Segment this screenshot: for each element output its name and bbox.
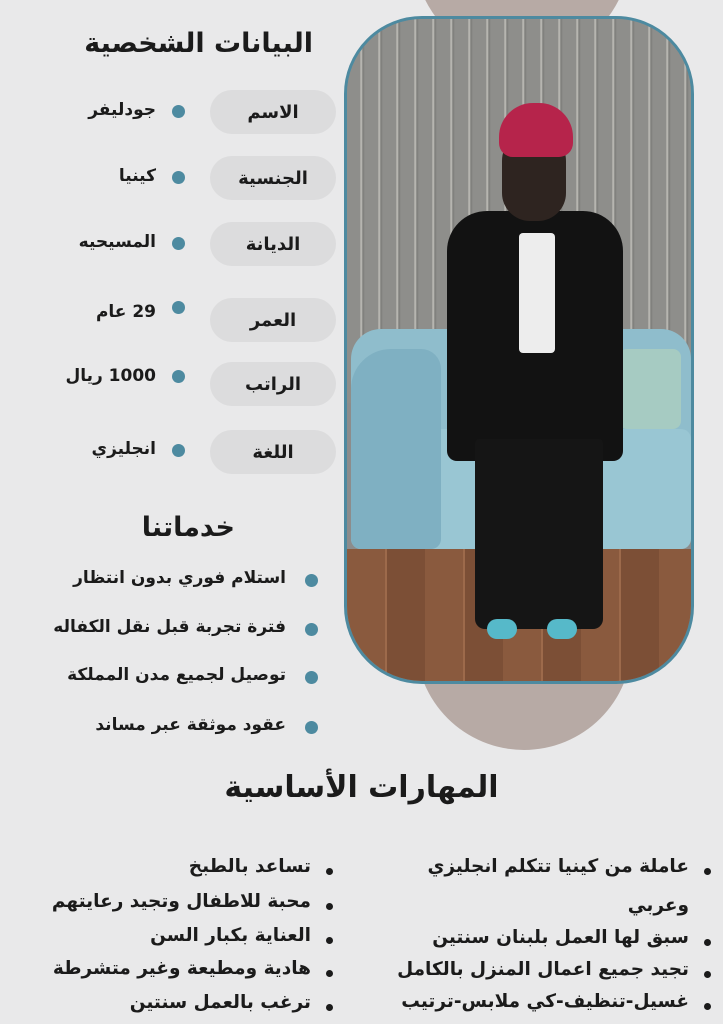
personal-row-nationality <box>0 156 340 200</box>
skill-item: العناية بكبار السن <box>150 925 311 946</box>
personal-label: الراتب <box>210 362 336 406</box>
personal-row-age <box>0 298 340 342</box>
skills-title: المهارات الأساسية <box>224 770 499 805</box>
skill-item: غسيل-تنظيف-كي ملابس-ترتيب <box>401 991 689 1012</box>
personal-value: انجليزي <box>91 439 156 459</box>
personal-label: الجنسية <box>210 156 336 200</box>
bullet-dot-icon <box>172 301 185 314</box>
personal-value: المسيحيه <box>78 232 156 252</box>
personal-label: اللغة <box>210 430 336 474</box>
bullet-dot-icon <box>704 939 711 946</box>
services-item <box>0 713 330 743</box>
skill-item: هادية ومطيعة وغير متشرطة <box>52 958 311 979</box>
bullet-dot-icon <box>305 721 318 734</box>
personal-row-language <box>0 430 340 474</box>
skill-item: تساعد بالطبخ <box>188 856 311 877</box>
bullet-dot-icon <box>326 970 333 977</box>
skill-item: محبة للاطفال وتجيد رعايتهم <box>51 891 311 912</box>
personal-row-religion <box>0 222 340 266</box>
skill-item: ترغب بالعمل سنتين <box>129 992 311 1013</box>
bullet-dot-icon <box>172 444 185 457</box>
services-item-text: توصيل لجميع مدن المملكة <box>67 665 286 685</box>
services-title: خدماتنا <box>141 512 235 543</box>
personal-value: 1000 ريال <box>65 366 156 386</box>
services-item <box>0 566 330 596</box>
worker-photo <box>344 16 694 684</box>
personal-value: جودليفر <box>88 100 156 120</box>
bullet-dot-icon <box>704 1003 711 1010</box>
personal-label: العمر <box>210 298 336 342</box>
bullet-dot-icon <box>305 671 318 684</box>
bullet-dot-icon <box>326 868 333 875</box>
skill-item: وعربي <box>627 895 689 916</box>
services-item <box>0 615 330 645</box>
bullet-dot-icon <box>172 171 185 184</box>
bullet-dot-icon <box>704 971 711 978</box>
bullet-dot-icon <box>326 903 333 910</box>
services-item-text: استلام فوري بدون انتظار <box>73 568 286 588</box>
photo-person <box>347 19 691 681</box>
skill-item: عاملة من كينيا تتكلم انجليزي <box>427 856 689 877</box>
bullet-dot-icon <box>326 1004 333 1011</box>
personal-data-title: البيانات الشخصية <box>84 28 313 59</box>
personal-label: الديانة <box>210 222 336 266</box>
personal-value: كينيا <box>118 166 156 186</box>
bullet-dot-icon <box>326 937 333 944</box>
bullet-dot-icon <box>172 105 185 118</box>
personal-value: 29 عام <box>95 302 156 322</box>
bullet-dot-icon <box>172 237 185 250</box>
bullet-dot-icon <box>172 370 185 383</box>
services-item <box>0 663 330 693</box>
bullet-dot-icon <box>305 574 318 587</box>
services-item-text: فترة تجربة قبل نقل الكفاله <box>53 617 286 637</box>
skill-item: سبق لها العمل بلبنان سنتين <box>432 927 689 948</box>
skill-item: تجيد جميع اعمال المنزل بالكامل <box>397 959 689 980</box>
bullet-dot-icon <box>305 623 318 636</box>
services-item-text: عقود موثقة عبر مساند <box>95 715 286 735</box>
personal-label: الاسم <box>210 90 336 134</box>
personal-row-salary <box>0 362 340 406</box>
personal-row-name <box>0 90 340 134</box>
bullet-dot-icon <box>704 868 711 875</box>
